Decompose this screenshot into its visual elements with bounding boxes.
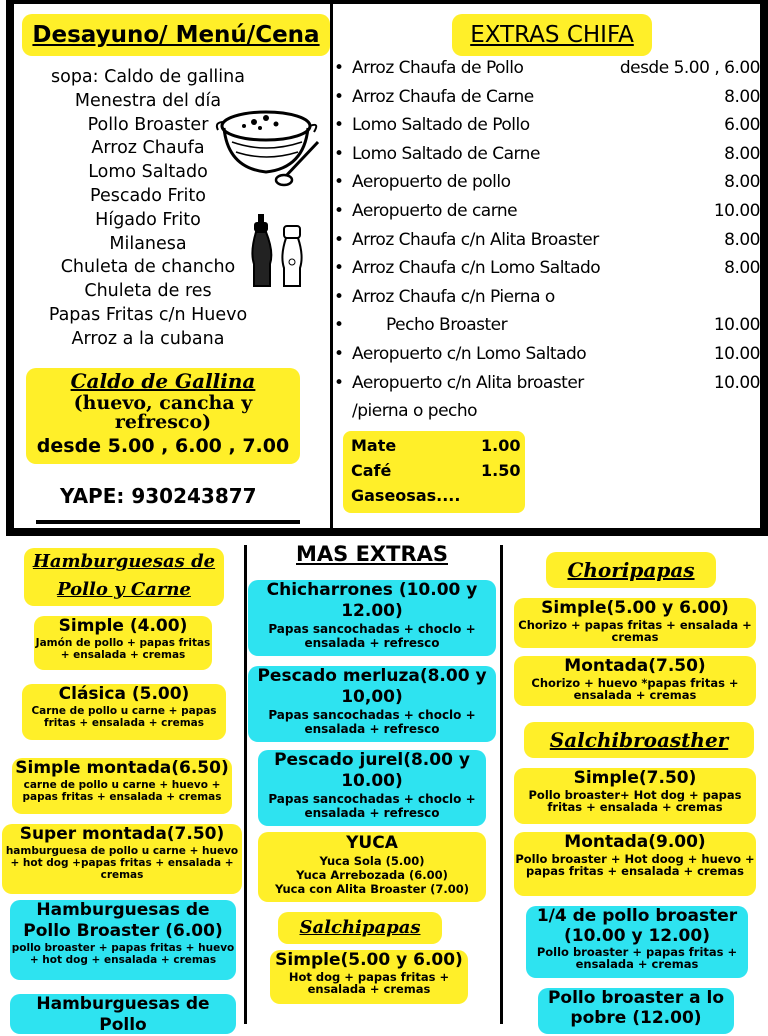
- extras-item: • Aeropuerto de pollo 8.00: [334, 172, 760, 193]
- drink-row: Café 1.50: [351, 461, 521, 480]
- salchibroasther-title: Salchibroasther: [524, 722, 754, 758]
- yuca-line: Yuca con Alita Broaster (7.00): [274, 882, 469, 896]
- menu-card: Montada(7.50) Chorizo + huevo *papas fritas + ensalada + cremas: [514, 656, 756, 706]
- yuca-line: Yuca Arrebozada (6.00): [296, 868, 448, 882]
- extras-item: • Aeropuerto de carne 10.00: [334, 200, 760, 221]
- menu-card: Super montada(7.50) hamburguesa de pollo u carne + huevo + hot dog +papas fritas + ensalada + cremas: [2, 824, 242, 894]
- caldo-title: Caldo de Gallina: [70, 369, 256, 393]
- yuca-title: YUCA: [346, 833, 398, 853]
- drink-row: Gaseosas....: [351, 486, 461, 505]
- menu-card: Pescado jurel(8.00 y 10.00) Papas sancochadas + choclo + ensalada + refresco: [258, 750, 486, 826]
- menu-item: sopa: Caldo de gallina: [51, 67, 245, 87]
- menu-item: Pescado Frito: [90, 185, 206, 206]
- menu-card: Simple(5.00 y 6.00) Hot dog + papas fritas + ensalada + cremas: [270, 950, 468, 1004]
- extras-item: • Arroz Chaufa c/n Lomo Saltado 8.00: [334, 258, 760, 279]
- menu-item: Papas Fritas c/n Huevo: [48, 304, 248, 325]
- menu-item: Lomo Saltado: [88, 162, 208, 183]
- menu-card: Simple (4.00) Jamón de pollo + papas fritas + ensalada + cremas: [34, 616, 212, 670]
- extras-item: • Arroz Chaufa c/n Pierna o: [334, 286, 555, 307]
- menu-card: 1/4 de pollo broaster (10.00 y 12.00) Pollo broaster + papas fritas + ensalada + cremas: [526, 906, 748, 978]
- menu-item: Hígado Frito: [95, 209, 201, 230]
- menu-card: Montada(9.00) Pollo broaster + Hot doog + huevo + papas fritas + ensalada + cremas: [514, 832, 756, 896]
- extras-item: • Lomo Saltado de Pollo 6.00: [334, 115, 760, 136]
- menu-item: Milanesa: [109, 233, 187, 254]
- menu-card: Hamburguesas de Pollo: [10, 994, 236, 1034]
- menu-item: Chuleta de chancho: [60, 257, 236, 278]
- menu-card: Hamburguesas de Pollo Broaster (6.00) pollo broaster + papas fritas + huevo + hot dog + ensalada + cremas: [10, 900, 236, 980]
- yape-number: YAPE: 930243877: [60, 484, 257, 508]
- menu-card: Simple(5.00 y 6.00) Chorizo + papas fritas + ensalada + cremas: [514, 598, 756, 648]
- menu-card: Clásica (5.00) Carne de pollo u carne + papas fritas + ensalada + cremas: [22, 684, 226, 740]
- extras-item: • Arroz Chaufa de Carne 8.00: [334, 86, 760, 107]
- soup-bowl-icon: [214, 96, 326, 188]
- drink-row: Mate 1.00: [351, 436, 521, 455]
- menu-card: Pescado merluza(8.00 y 10,00) Papas sancochadas + choclo + ensalada + refresco: [248, 666, 496, 742]
- menu-item: Menestra del día: [74, 90, 222, 111]
- caldo-price: desde 5.00 , 6.00 , 7.00: [36, 435, 290, 457]
- menu-card: Pollo broaster a lo pobre (12.00): [538, 988, 734, 1034]
- hamburguesas-title: Hamburguesas de Pollo y Carne: [24, 548, 224, 606]
- menu-item: Arroz a la cubana: [71, 328, 225, 349]
- extras-item: • Aeropuerto c/n Alita broaster 10.00: [334, 372, 760, 393]
- yuca-box: [258, 832, 486, 902]
- extras-item: • Arroz Chaufa de Pollo desde 5.00 , 6.00: [334, 58, 760, 78]
- extras-item: • Lomo Saltado de Carne 8.00: [334, 143, 760, 164]
- extras-chifa-title: EXTRAS CHIFA: [452, 14, 652, 56]
- column-divider: [500, 545, 503, 1024]
- extras-item: • Arroz Chaufa c/n Alita Broaster 8.00: [334, 229, 760, 250]
- column-divider: [244, 545, 247, 1024]
- mas-extras-title: MAS EXTRAS: [296, 542, 448, 566]
- menu-item: Arroz Chaufa: [91, 138, 205, 159]
- yuca-line: Yuca Sola (5.00): [319, 854, 425, 868]
- salchipapas-title: Salchipapas: [278, 912, 442, 944]
- menu-card: Simple montada(6.50) carne de pollo u carne + huevo + papas fritas + ensalada + cremas: [12, 758, 232, 814]
- extras-chifa-list: [334, 54, 760, 426]
- extras-item: • Pecho Broaster 10.00: [334, 315, 760, 336]
- breakfast-menu-title: Desayuno/ Menú/Cena: [22, 14, 330, 56]
- menu-item: Pollo Broaster: [87, 114, 209, 135]
- extras-item: /pierna o pecho: [352, 401, 478, 422]
- caldo-de-gallina-box: [26, 368, 300, 464]
- top-divider: [330, 0, 333, 532]
- underline-bar: [36, 520, 300, 524]
- caldo-desc: (huevo, cancha y refresco): [73, 392, 253, 433]
- menu-card: Simple(7.50) Pollo broaster+ Hot dog + papas fritas + ensalada + cremas: [514, 768, 756, 824]
- menu-item: Chuleta de res: [84, 281, 212, 302]
- choripapas-title: Choripapas: [546, 552, 716, 588]
- drinks-box: [343, 431, 525, 513]
- menu-card: Chicharrones (10.00 y 12.00) Papas sancochadas + choclo + ensalada + refresco: [248, 580, 496, 656]
- extras-item: • Aeropuerto c/n Lomo Saltado 10.00: [334, 343, 760, 364]
- salt-pepper-shakers-icon: [248, 212, 310, 290]
